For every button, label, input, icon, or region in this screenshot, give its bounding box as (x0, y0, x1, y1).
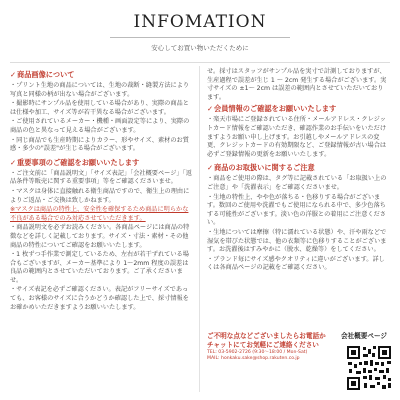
paragraph: ・プリント生地の商品については、生地の裁断・縫製方法により写真と同様の柄が出ない場合がございます。 (10, 82, 190, 98)
check-icon: ✓ (207, 104, 214, 114)
paragraph: ・マスクは身体に直接触れる衛生商品ですので、衛生上の理由によりご返品・ご交換は致しかねます。 (10, 187, 190, 204)
column-divider (199, 66, 200, 392)
check-icon: ✓ (207, 163, 214, 173)
contact-info (207, 332, 327, 394)
section-product-care (207, 163, 389, 273)
page-title: INFOMATION (133, 12, 267, 32)
paragraph: ・商品をご使用の際は、タグ等に記載されている「お取扱い上のご注意」や「洗濯表示」をご確認くださいませ。 (207, 175, 387, 191)
paragraph: ・同じ商品でも生産時期によりカラー、形やサイズ、素材のお質感・多少の"誤差"が生じる場合がございます。 (10, 136, 189, 153)
section-product-images (10, 70, 192, 154)
page-header (0, 0, 400, 60)
qr-label: 会社概要ページ (340, 332, 388, 340)
contact-mail[interactable]: MAIL: honkaku.sake@shop.rakuten.co.jp (207, 356, 300, 361)
paragraph: ・ご使用されているメーカー・機種・画面設定等により、実際の商品の色と異なって見える場合がございます。 (10, 118, 190, 134)
section-heading (10, 70, 192, 79)
paragraph: ・ご注文前に「商品説明文」「サイズ表記」「会社概要ページ」「返品条件等販売に関する重要事項」等をご確認くださいませ。 (10, 169, 192, 186)
section-heading (10, 158, 192, 167)
paragraph: ・生地の特性上、やや色が落ちる・色移りする場合がございます。数回のご使用や洗濯でもご使用になられる中で、多少色落ちする可能性がございます。淡い色の洋服との着用にご注意ください。 (207, 193, 386, 227)
section-heading-text: 重要事項のご確認をお願いいたします (17, 157, 140, 167)
paragraph: ・ブランド毎にサイズ感やクオリティに違いがございます。詳しくは各商品ページの記載をご確認ください。 (207, 255, 385, 272)
paragraph: ・楽天市場にご登録されている住所・メールアドレス・クレジットカード情報をご確認いただき、確認作業のお手伝いをいただけますようお願い申し上げます。お引越しやメールアドレスの変更、クレジットカードの有効期限など、ご登録情報が古い場合は必ずご登録情報の更新をお願いいたします。 (207, 116, 387, 158)
mask-warning: ※マスクは商品の特性上、安全性を確保するため商品に明らかな不良がある場合でのみ対応させていただきます。 (10, 206, 189, 222)
page-subtitle: 安心してお買い物いただくために (151, 44, 249, 52)
section-heading-text: 商品画像について (17, 70, 75, 79)
section-heading (207, 104, 389, 113)
section-heading-text: 会員情報のご確認をお願いいたします (214, 104, 337, 114)
paragraph: ・生地については摩擦（特に濡れている状態）や、汗や雨などで湿気を帯びた状態では、他の衣類等に色移りすることがございます。お洗濯後はすみやかに（脱水、乾燥等）をしてください。 (207, 228, 387, 254)
left-column (10, 68, 192, 316)
section-heading (207, 163, 389, 172)
right-column (207, 68, 389, 277)
company-qr-block[interactable] (333, 332, 395, 394)
header-divider (10, 62, 390, 63)
section-member-info (207, 104, 389, 159)
contact-phone[interactable]: TEL: 03-5902-2726 (9:30〜18:00 / Mon-Sat) (207, 350, 308, 355)
paragraph: ・撮影時にサンプル品を使用している場合があり、実際の商品とは仕様や加工、サイズ等が若干異なる場合がございます。 (10, 100, 189, 116)
paragraph: せ。採寸はスタッフがサンプル品を実寸で計測しておりますが、生産過程で誤差が生じ 1 〜 2cm 発生する場合がございます。実寸サイズの ±1〜 2cm は誤差の範囲内とさせていただいております。 (207, 68, 387, 101)
section-heading-text: 商品のお取扱いに関するご注意 (214, 163, 315, 173)
paragraph: ・商品説明文を必ずお読みください。各商品ページには商品の特徴などを詳しく記載しております。サイズ・寸法・素材・その他商品の特性についてご確認をお願いいたします。 (10, 224, 190, 249)
section-important-notes (10, 158, 192, 313)
paragraph: ・サイズ表記を必ずご確認ください。表記がフリーサイズであっても、お客様のサイズに合うかどうか確認した上で、採寸情報をお確かめいただきますようお願いいたします。 (10, 286, 189, 311)
check-icon: ✓ (10, 157, 17, 167)
check-icon: ✓ (10, 70, 17, 79)
qr-code-icon[interactable] (346, 345, 392, 391)
title-underline (110, 37, 290, 38)
contact-heading: ご不明な点などございましたらお電話かチャットにてお気軽にご連絡ください (207, 332, 326, 349)
paragraph: ・1 枚ずつ手作業で測定しているため、左右が若干ずれている場合もございますが、メーカー基準により 1〜2mm 程度の誤差は良品の範囲内とさせていただいております。ご了承くださいませ。 (10, 251, 189, 284)
